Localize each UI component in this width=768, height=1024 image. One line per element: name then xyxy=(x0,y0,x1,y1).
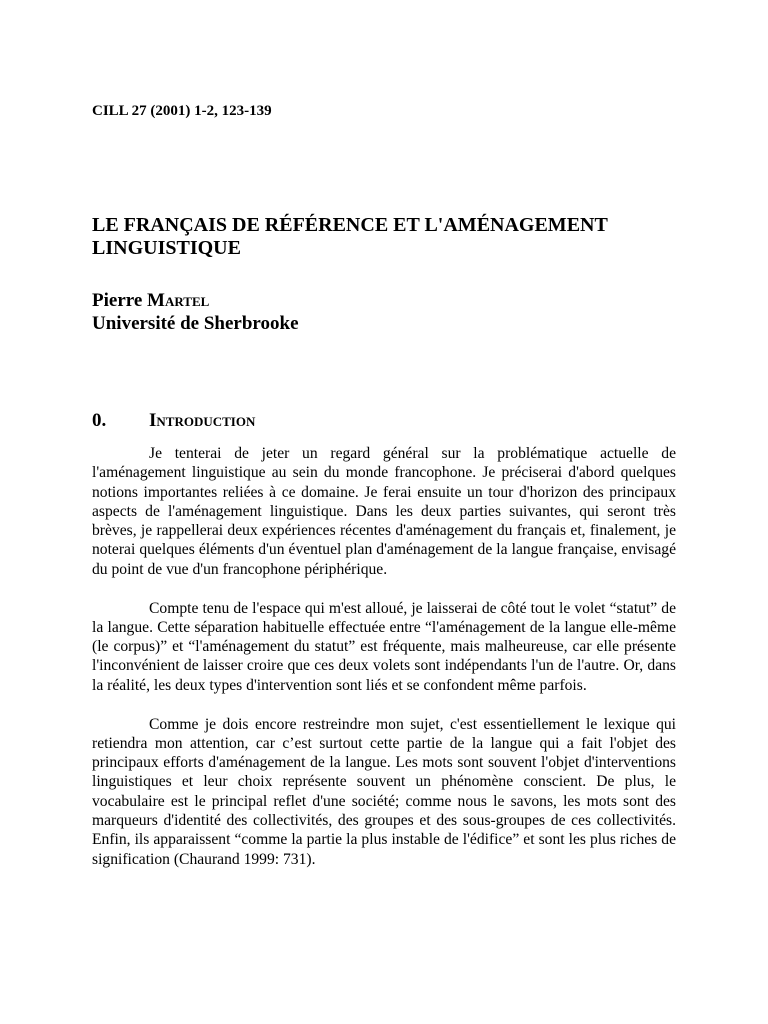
article-title xyxy=(92,214,692,260)
author-name xyxy=(92,289,299,312)
title-line-2: LINGUISTIQUE xyxy=(92,237,241,259)
body-text xyxy=(92,444,676,888)
author-first-name: Pierre xyxy=(92,290,148,311)
section-heading xyxy=(92,410,255,432)
journal-citation: CILL 27 (2001) 1-2, 123-139 xyxy=(92,103,272,119)
author-last-name: Martel xyxy=(147,290,210,311)
author-block xyxy=(92,289,299,335)
paragraph-1: Je tenterai de jeter un regard général sur la problématique actuelle de l'aménagement linguistique au sein du monde francophone. Je préciserai d'abord quelques notions importantes reliées à ce domaine. Je ferai ensuite un tour d'horizon des principaux aspects de l'aménagement linguistique. Dans les deux parties suivantes, qui seront très brèves, je rappellerai deux expériences récentes d'aménagement du français et, finalement, je noterai quelques éléments d'un éventuel plan d'aménagement de la langue française, envisagé du point de vue d'un francophone périphérique. xyxy=(92,445,676,578)
paragraph-3: Comme je dois encore restreindre mon sujet, c'est essentiellement le lexique qui retiendra mon attention, car c’est surtout cette partie de la langue qui a fait l'objet des principaux efforts d'aménagement de la langue. Les mots sont souvent l'objet d'interventions linguistiques et leur choix représente souvent un phénomène conscient. De plus, le vocabulaire est le principal reflet d'une société; comme nous le savons, les mots sont des marqueurs d'identité des collectivités, des groupes et des sous-groupes de ces collectivités. Enfin, ils apparaissent “comme la partie la plus instable de l'édifice” et sont les plus riches de signification (Chaurand 1999: 731). xyxy=(92,715,676,868)
section-title: Introduction xyxy=(149,410,256,431)
title-line-1: LE FRANÇAIS DE RÉFÉRENCE ET L'AMÉNAGEMENT xyxy=(92,214,608,236)
section-number: 0. xyxy=(92,410,107,431)
paragraph-2: Compte tenu de l'espace qui m'est alloué, je laisserai de côté tout le volet “statut” de la langue. Cette séparation habituelle effectuée entre “l'aménagement de la langue elle-même (le corpus)” et “l'aménagement du statut” est fréquente, mais malheureuse, car elle présente l'inconvénient de laisser croire que ces deux volets sont indépendants l'un de l'autre. Or, dans la réalité, les deux types d'intervention sont liés et se confondent même parfois. xyxy=(92,599,676,694)
author-affiliation: Université de Sherbrooke xyxy=(92,313,299,334)
